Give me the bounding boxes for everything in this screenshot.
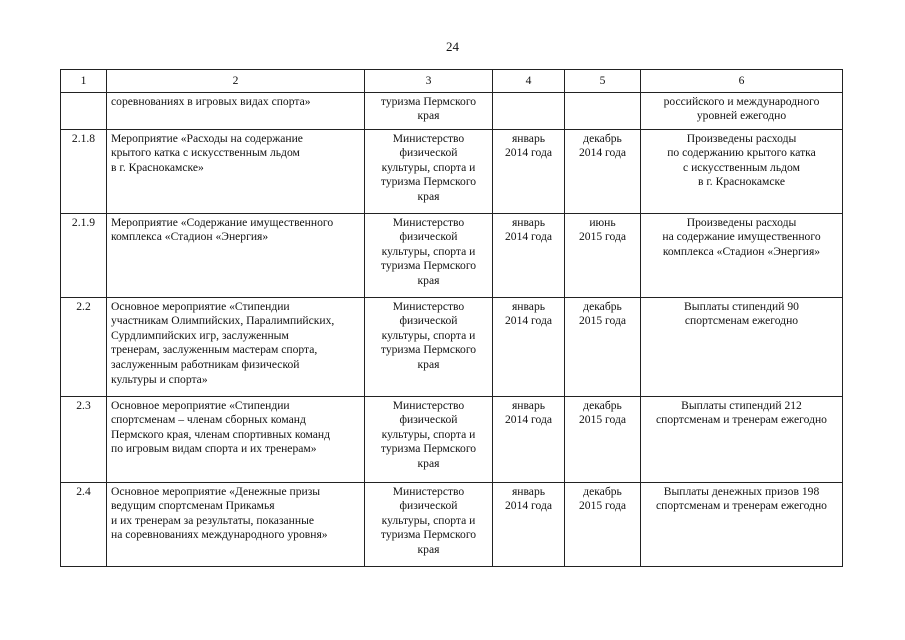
column-number: 3 [365, 70, 493, 93]
row-number: 2.3 [61, 396, 107, 482]
row-number: 2.1.9 [61, 213, 107, 297]
end-date [565, 92, 641, 129]
executor: Министерство физической культуры, спорта и туризма Пермского края [365, 129, 493, 213]
row-number: 2.4 [61, 482, 107, 566]
row-number: 2.2 [61, 297, 107, 396]
expected-result: Произведены расходы по содержанию крытого катка с искусственным льдом в г. Краснокамске [641, 129, 843, 213]
page-number: 24 [446, 39, 459, 54]
column-number: 1 [61, 70, 107, 93]
executor: Министерство физической культуры, спорта и туризма Пермского края [365, 213, 493, 297]
event-name: Мероприятие «Содержание имущественного комплекса «Стадион «Энергия» [107, 213, 365, 297]
table-row [61, 297, 843, 396]
row-number [61, 92, 107, 129]
start-date: январь 2014 года [493, 129, 565, 213]
program-table [60, 69, 843, 567]
table-row [61, 92, 843, 129]
expected-result: Выплаты стипендий 90 спортсменам ежегодно [641, 297, 843, 396]
table-row [61, 129, 843, 213]
end-date: декабрь 2015 года [565, 482, 641, 566]
column-number-row [61, 70, 843, 93]
executor: Министерство физической культуры, спорта и туризма Пермского края [365, 396, 493, 482]
column-number: 5 [565, 70, 641, 93]
end-date: июнь 2015 года [565, 213, 641, 297]
expected-result: Выплаты стипендий 212 спортсменам и тренерам ежегодно [641, 396, 843, 482]
executor: туризма Пермского края [365, 92, 493, 129]
end-date: декабрь 2014 года [565, 129, 641, 213]
expected-result: Произведены расходы на содержание имущественного комплекса «Стадион «Энергия» [641, 213, 843, 297]
table-row [61, 482, 843, 566]
expected-result: Выплаты денежных призов 198 спортсменам и тренерам ежегодно [641, 482, 843, 566]
row-number: 2.1.8 [61, 129, 107, 213]
start-date: январь 2014 года [493, 213, 565, 297]
event-name: Мероприятие «Расходы на содержание крытого катка с искусственным льдом в г. Краснокамске» [107, 129, 365, 213]
end-date: декабрь 2015 года [565, 396, 641, 482]
column-number: 6 [641, 70, 843, 93]
column-number: 2 [107, 70, 365, 93]
column-number: 4 [493, 70, 565, 93]
event-name: Основное мероприятие «Стипендии участникам Олимпийских, Паралимпийских, Сурдлимпийских игр, заслуженным тренерам, заслуженным мастерам спорта, заслуженным работникам физической культуры и спорта» [107, 297, 365, 396]
table-row [61, 396, 843, 482]
start-date: январь 2014 года [493, 482, 565, 566]
executor: Министерство физической культуры, спорта и туризма Пермского края [365, 482, 493, 566]
table-row [61, 213, 843, 297]
expected-result: российского и международного уровней ежегодно [641, 92, 843, 129]
event-name: Основное мероприятие «Денежные призы ведущим спортсменам Прикамья и их тренерам за результаты, показанные на соревнованиях международного уровня» [107, 482, 365, 566]
event-name: Основное мероприятие «Стипендии спортсменам – членам сборных команд Пермского края, членам спортивных команд по игровым видам спорта и их тренерам» [107, 396, 365, 482]
end-date: декабрь 2015 года [565, 297, 641, 396]
start-date [493, 92, 565, 129]
event-name: соревнованиях в игровых видах спорта» [107, 92, 365, 129]
start-date: январь 2014 года [493, 396, 565, 482]
executor: Министерство физической культуры, спорта и туризма Пермского края [365, 297, 493, 396]
start-date: январь 2014 года [493, 297, 565, 396]
